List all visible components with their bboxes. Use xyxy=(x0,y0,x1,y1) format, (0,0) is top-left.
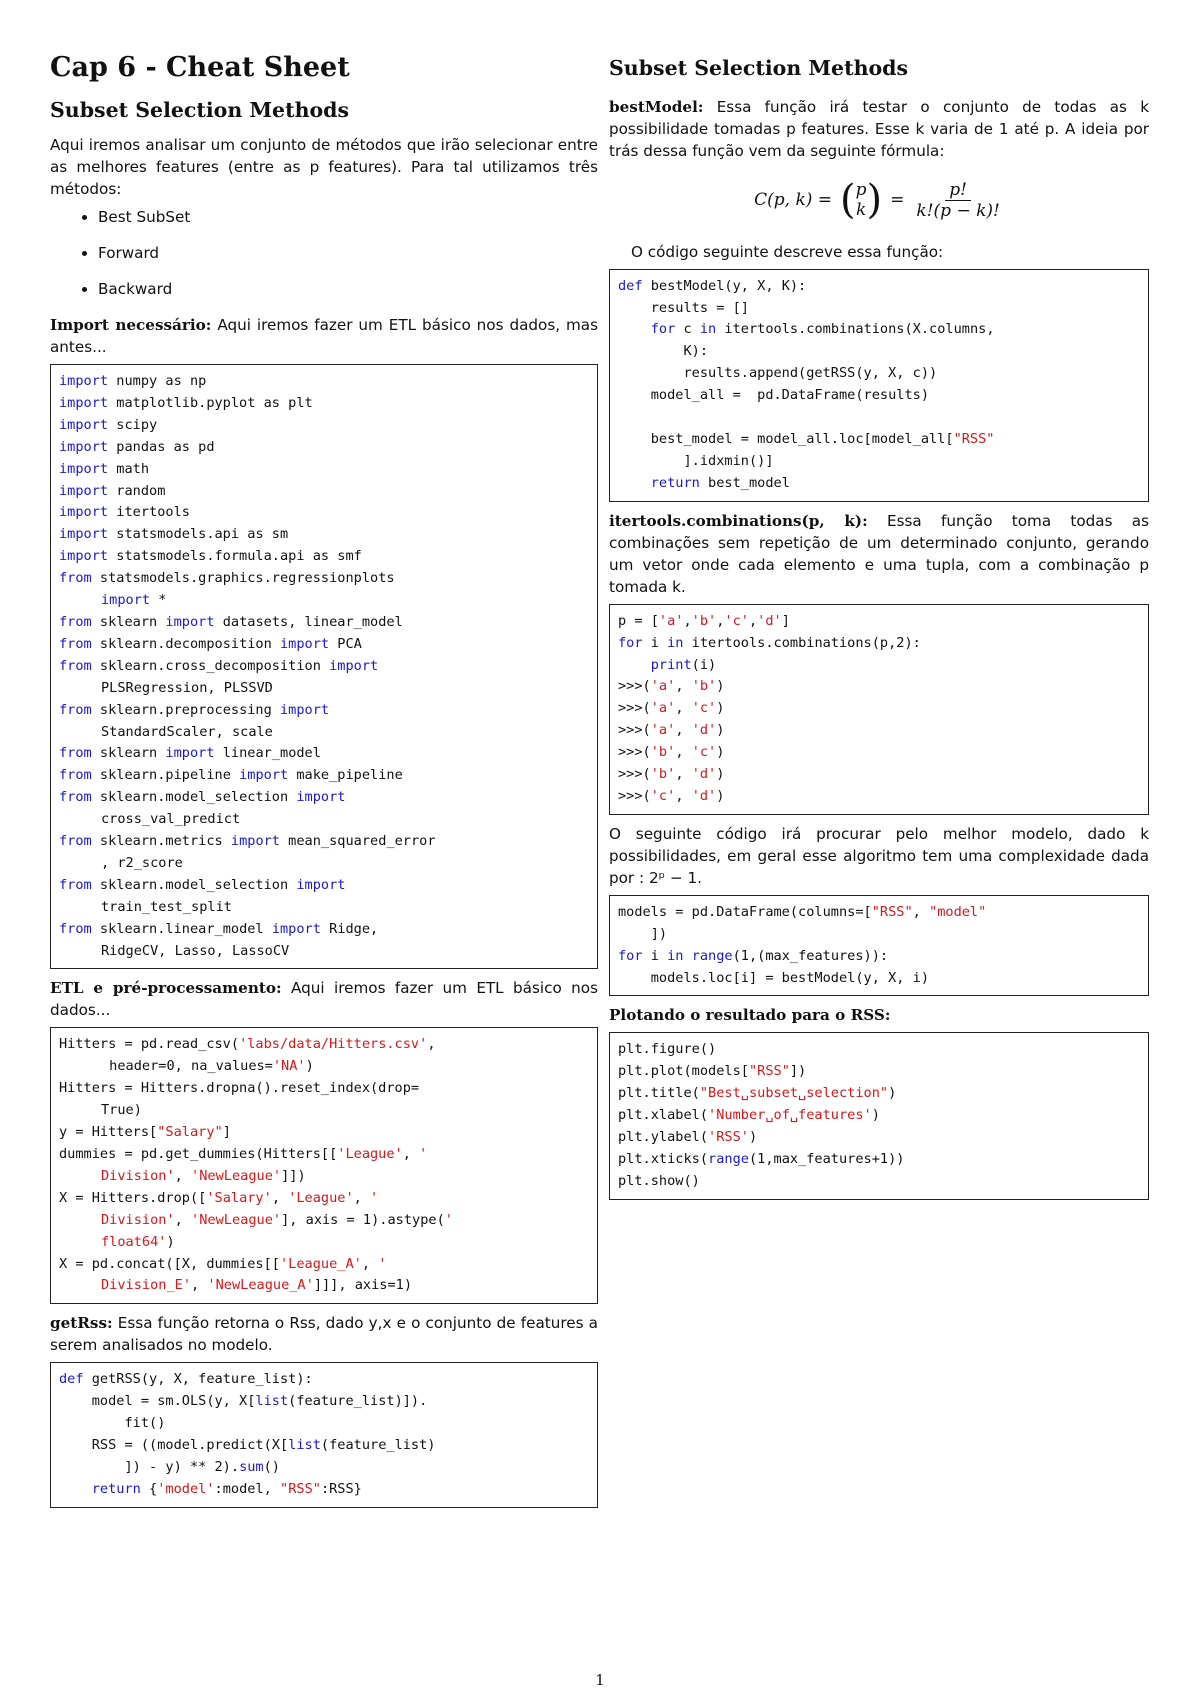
page-number: 1 xyxy=(595,1671,605,1689)
section-title-left: Subset Selection Methods xyxy=(50,98,350,123)
section-title-right: Subset Selection Methods xyxy=(609,56,909,80)
combinations-text: Essa função toma todas as combinações sem repetição de um determinado conjunto, gerando um vetor onde cada elemento e uma tupla, com a combinação p tomada k. xyxy=(609,511,1149,596)
etl-text: Aqui iremos fazer um ETL básico nos dados... xyxy=(50,979,598,1020)
formula-equals: = xyxy=(890,190,905,211)
bestmodel-heading: bestModel: xyxy=(609,97,704,116)
bestmodel-paragraph xyxy=(609,96,1149,162)
intro-paragraph: Aqui iremos analisar um conjunto de métodos que irão selecionar entre as melhores features (entre as p features). Para tal utilizamos três métodos: xyxy=(50,136,598,199)
binom-top: p xyxy=(855,180,867,201)
binom-bottom: k xyxy=(855,200,867,221)
getrss-paragraph xyxy=(50,1312,598,1356)
left-column xyxy=(50,52,598,1516)
combinations-code-block: p = ['a','b','c','d'] for i in itertools.combinations(p,2): print(i) >>>('a', 'b') >>>('a', 'c') >>>('a', 'd') >>>('b', 'c') >>>('b', 'd') >>>('c', 'd') xyxy=(609,604,1149,815)
getrss-text: Essa função retorna o Rss, dado y,x e o conjunto de features a serem analisados no modelo. xyxy=(50,1314,598,1355)
import-text: Aqui iremos fazer um ETL básico nos dados, mas antes... xyxy=(50,316,599,357)
methods-list xyxy=(50,206,598,300)
import-heading: Import necessário: xyxy=(50,316,212,335)
code-intro-paragraph: O código seguinte descreve essa função: xyxy=(631,242,944,261)
list-item: • Best SubSet xyxy=(98,206,598,228)
import-code-block: import numpy as np import matplotlib.pyplot as plt import scipy import pandas as pd import math import random import itertools import statsmodels.api as sm import statsmodels.formula.api as smf from statsmodels.graphics.regressionplots import * from sklearn import datasets, linear_model from sklearn.decomposition import PCA from sklearn.cross_decomposition import PLSRegression, PLSSVD from sklearn.preprocessing import StandardScaler, scale from sklearn import linear_model from sklearn.pipeline import make_pipeline from sklearn.model_selection import cross_val_predict from sklearn.metrics import mean_squared_error , r2_score from sklearn.model_selection import train_test_split from sklearn.linear_model import Ridge, RidgeCV, Lasso, LassoCV xyxy=(50,364,598,969)
search-paragraph: O seguinte código irá procurar pelo melhor modelo, dado k possibilidades, em geral esse algoritmo tem uma complexidade dada por : 2ᵖ − 1. xyxy=(609,824,1149,887)
binomial-coefficient: ( p k ) xyxy=(840,177,883,224)
import-paragraph xyxy=(50,314,598,358)
combinations-heading: itertools.combinations(p, k): xyxy=(609,511,868,530)
etl-code-block: Hitters = pd.read_csv('labs/data/Hitters.csv', header=0, na_values='NA') Hitters = Hitters.dropna().reset_index(drop= True) y = Hitters["Salary"] dummies = pd.get_dummies(Hitters[['League', ' Division', 'NewLeague']]) X = Hitters.drop(['Salary', 'League', ' Division', 'NewLeague'], axis = 1).astype(' float64') X = pd.concat([X, dummies[['League_A', ' Division_E', 'NewLeague_A']]], axis=1) xyxy=(50,1027,598,1304)
list-item: • Forward xyxy=(98,242,598,264)
bestmodel-text: Essa função irá testar o conjunto de todas as k possibilidade tomadas p features. Esse k varia de 1 até p. A ideia por trás dessa função vem da seguinte fórmula: xyxy=(609,97,1149,160)
fraction-numerator: p! xyxy=(945,180,971,201)
combination-formula xyxy=(609,177,1149,224)
search-code-block: models = pd.DataFrame(columns=["RSS", "model" ]) for i in range(1,(max_features)): models.loc[i] = bestModel(y, X, i) xyxy=(609,895,1149,997)
list-item: • Backward xyxy=(98,278,598,300)
fraction-denominator: k!(p − k)! xyxy=(916,200,1000,221)
bestmodel-code-block: def bestModel(y, X, K): results = [] for c in itertools.combinations(X.columns, K): results.append(getRSS(y, X, c)) model_all = pd.DataFrame(results) best_model = model_all.loc[model_all["RSS" ].idxmin()] return best_model xyxy=(609,269,1149,502)
plot-code-block: plt.figure() plt.plot(models["RSS"]) plt.title("Best␣subset␣selection") plt.xlabel('Number␣of␣features') plt.ylabel('RSS') plt.xticks(range(1,max_features+1)) plt.show() xyxy=(609,1032,1149,1199)
combinations-paragraph xyxy=(609,510,1149,598)
factorial-fraction xyxy=(912,180,1003,221)
plot-paragraph xyxy=(609,1004,1149,1026)
etl-paragraph xyxy=(50,977,598,1021)
plot-heading: Plotando o resultado para o RSS: xyxy=(609,1006,891,1025)
right-column xyxy=(609,52,1149,1208)
getrss-heading: getRss: xyxy=(50,1314,113,1333)
page-title: Cap 6 - Cheat Sheet xyxy=(50,52,350,83)
etl-heading: ETL e pré-processamento: xyxy=(50,979,282,998)
getrss-code-block: def getRSS(y, X, feature_list): model = sm.OLS(y, X[list(feature_list)]). fit() RSS = ((model.predict(X[list(feature_list) ]) - y) ** 2).sum() return {'model':model, "RSS":RSS} xyxy=(50,1362,598,1507)
formula-lhs: C(p, k) = xyxy=(754,190,833,211)
